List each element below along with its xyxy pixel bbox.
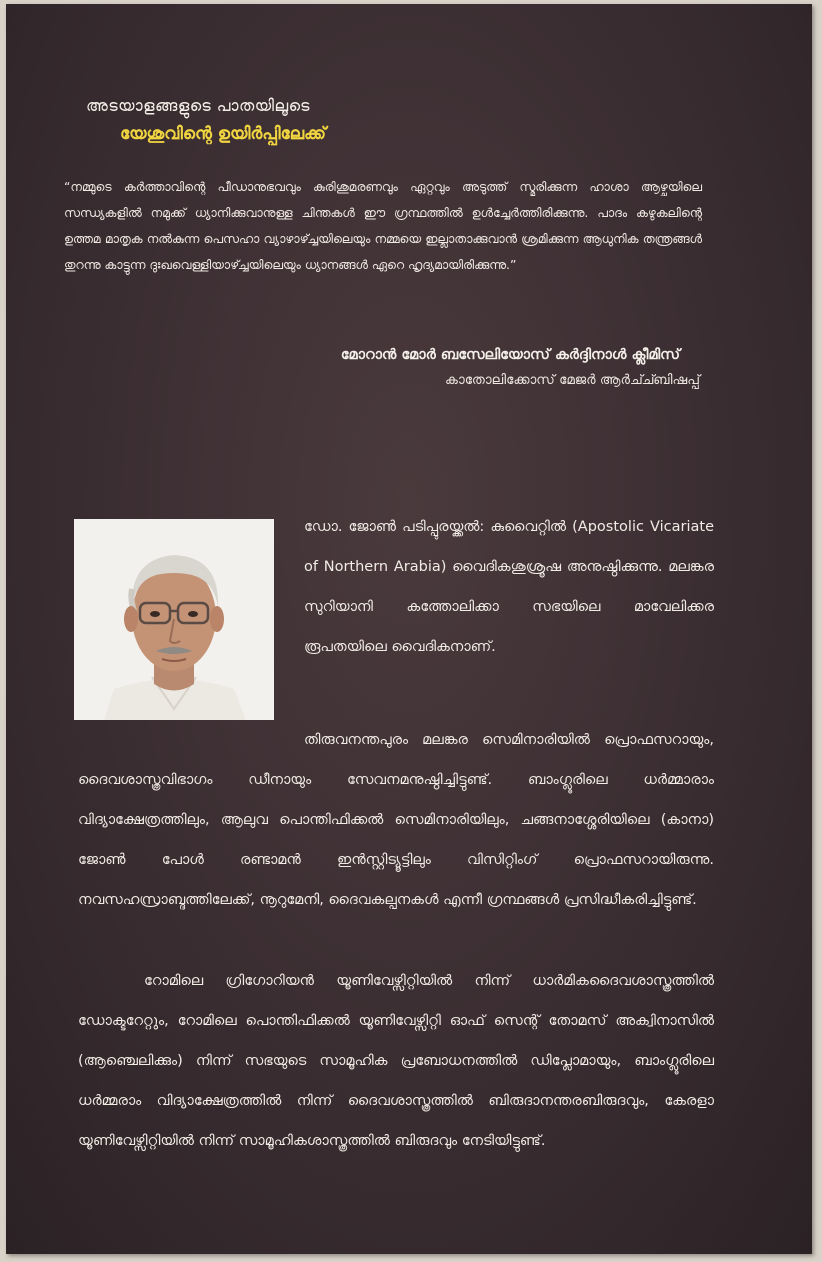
author-portrait-illustration	[74, 519, 274, 720]
bio-paragraph-2: തിരുവനന്തപുരം മലങ്കര സെമിനാരിയിൽ പ്രൊഫസറായും, ദൈവശാസ്ത്രവിഭാഗം ഡീനായും സേവനമനുഷ്ഠിച്ചിട്ടുണ്ട്. ബാംഗ്ലൂരിലെ ധർമ്മാരാം വിദ്യാക്ഷേത്രത്തിലും, ആലുവ പൊന്തിഫിക്കൽ സെമിനാരിയിലും, ചങ്ങനാശ്ശേരിയിലെ (കാനാ) ജോൺ പോൾ രണ്ടാമൻ ഇൻസ്റ്റിട്യൂട്ടിലും വിസിറ്റിംഗ് പ്രൊഫസറായിരുന്നു. നവസഹസ്രാബ്ദത്തിലേക്ക്, നൂറുമേനി, ദൈവകല്പനകൾ എന്നീ ഗ്രന്ഥങ്ങൾ പ്രസിദ്ധീകരിച്ചിട്ടുണ്ട്.	[78, 732, 714, 908]
bio-paragraph-1: ഡോ. ജോൺ പടിപ്പുരയ്ക്കൽ: കുവൈറ്റിൽ (Apostolic Vicariate of Northern Arabia) വൈദികശുശ്രൂഷ അനുഷ്ഠിക്കുന്നു. മലങ്കര സുറിയാനി കത്തോലിക്കാ സഭയിലെ മാവേലിക്കര രൂപതയിലെ വൈദികനാണ്.	[304, 519, 714, 655]
header-title-line1: അടയാളങ്ങളുടെ പാതയിലൂടെ	[86, 96, 310, 115]
endorsement-quote: “നമ്മുടെ കർത്താവിന്റെ പീഡാനുഭവവും കുരിശുമരണവും ഏറ്റവും അടുത്ത് സ്മരിക്കുന്ന ഹാശാ ആഴ്ചയിലെ സന്ധ്യകളിൽ നമുക്ക് ധ്യാനിക്കുവാനുള്ള ചിന്തകൾ ഈ ഗ്രന്ഥത്തിൽ ഉൾച്ചേർത്തിരിക്കുന്നു. പാദം കഴുകലിന്റെ ഉത്തമ മാതൃക നൽകുന്ന പെസഹാ വ്യാഴാഴ്ച്ചയിലെയും നമ്മയെ ഇല്ലാതാക്കുവാൻ ശ്രമിക്കുന്ന ആധുനിക തന്ത്രങ്ങൾ തുറന്നു കാട്ടുന്ന ദുഃഖവെള്ളിയാഴ്ച്ചയിലെയും ധ്യാനങ്ങൾ ഏറെ ഹൃദ്യമായിരിക്കുന്നു.”	[64, 179, 702, 272]
back-cover	[6, 4, 812, 1254]
bio-paragraph-3: റോമിലെ ഗ്രിഗോറിയൻ യൂണിവേഴ്സിറ്റിയിൽ നിന്ന് ധാർമികദൈവശാസ്ത്രത്തിൽ ഡോക്ടറേറ്റും, റോമിലെ പൊന്തിഫിക്കൽ യൂണിവേഴ്സിറ്റി ഓഫ് സെന്റ് തോമസ് അക്വിനാസിൽ (ആഞ്ചെലിക്കും) നിന്ന് സഭയുടെ സാമൂഹിക പ്രബോധനത്തിൽ ഡിപ്ലോമായും, ബാംഗ്ലൂരിലെ ധർമ്മരാം വിദ്യാക്ഷേത്രത്തിൽ നിന്ന് ദൈവശാസ്ത്രത്തിൽ ബിരുദാനന്തരബിരുദവും, കേരളാ യൂണിവേഴ്സിറ്റിയിൽ നിന്ന് സാമൂഹികശാസ്ത്രത്തിൽ ബിരുദവും നേടിയിട്ടുണ്ട്.	[78, 973, 714, 1149]
quote-author-title: കാതോലിക്കോസ് മേജർ ആർച്ച്ബിഷപ്പ്	[445, 372, 700, 388]
quote-author: മോറാൻ മോർ ബസേലിയോസ് കർദ്ദിനാൾ ക്ലീമിസ്	[340, 347, 680, 363]
header-title-line2: യേശുവിന്റെ ഉയിർപ്പിലേക്ക്	[120, 124, 326, 144]
author-photo	[74, 519, 274, 720]
